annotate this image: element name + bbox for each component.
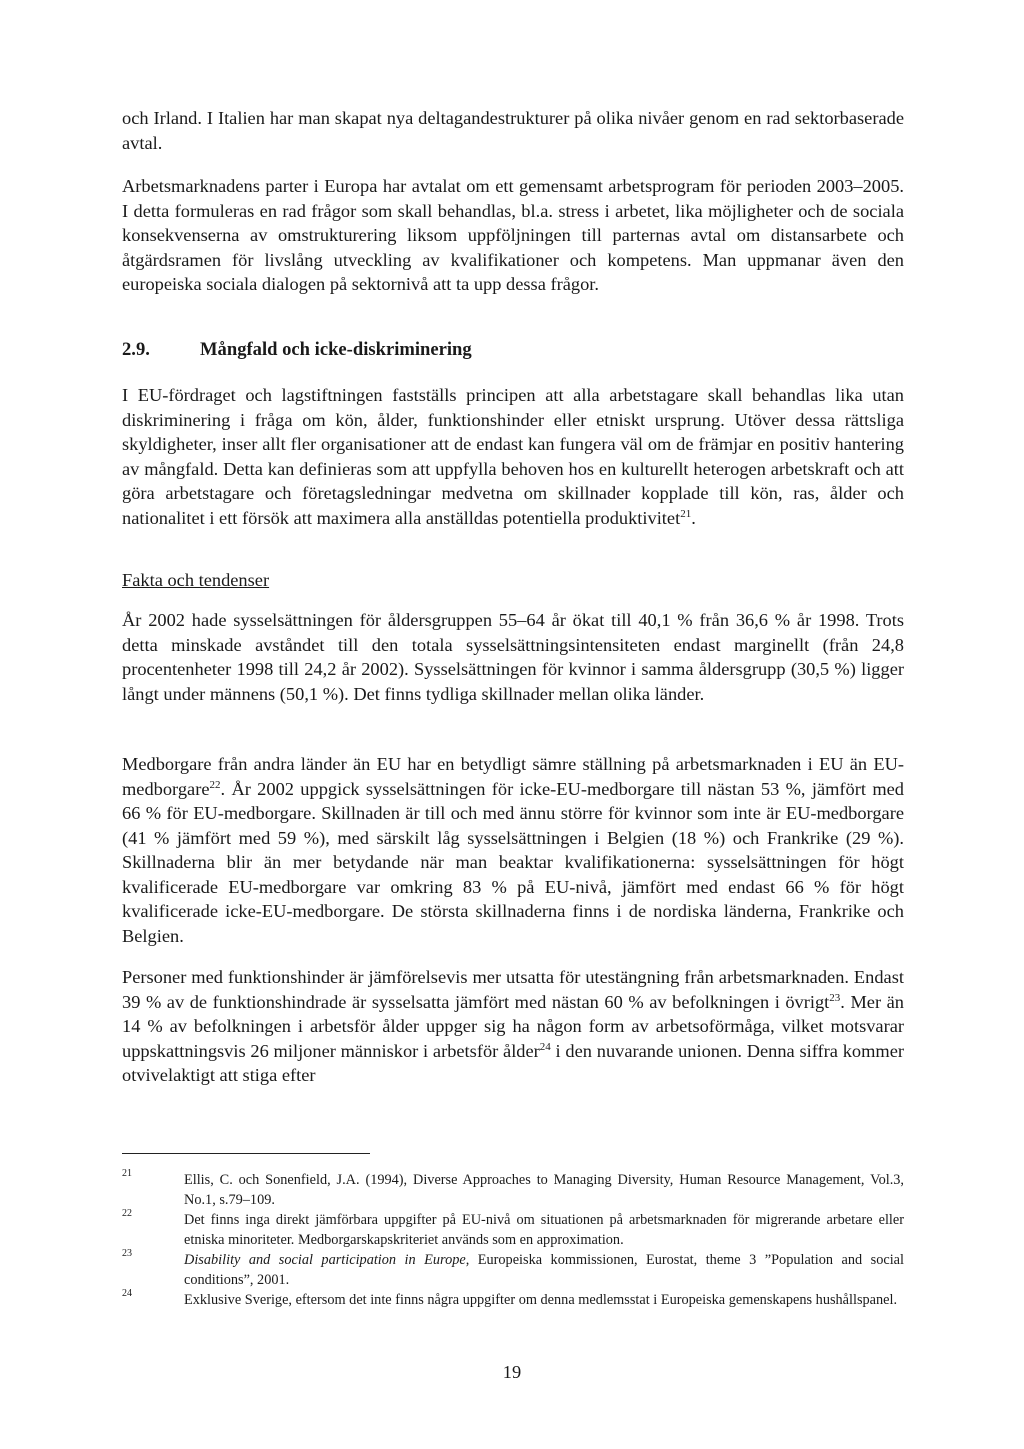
section-number: 2.9. xyxy=(122,339,150,360)
footnote-title-italic: Disability and social participation in Europe xyxy=(184,1252,466,1268)
paragraph-text: År 2002 hade sysselsättningen för åldersgruppen 55–64 år ökat till 40,1 % från 36,6 % år 1998. Trots detta minskade avståndet till den totala sysselsättningsintensiteten endast marginellt (från 24,8 procentenheter 1998 till 24,2 år 2002). Sysselsättningen för kvinnor i samma åldersgrupp (30,5 %) ligger långt under männens (50,1 %). Det finns tydliga skillnader mellan olika länder. xyxy=(122,610,904,704)
footnote-divider xyxy=(122,1153,370,1154)
footnote-text: Exklusive Sverige, eftersom det inte finns några uppgifter om denna medlemsstat i Europeiska gemenskapens hushållspanel. xyxy=(184,1292,898,1308)
footnote-ref-22[interactable]: 22 xyxy=(209,778,221,791)
footnotes xyxy=(122,1170,904,1310)
paragraph-social-dialogue xyxy=(122,174,904,297)
paragraph-body: I EU-fördraget och lagstiftningen fastställs principen att alla arbetstagare skall behandlas lika utan diskriminering i fråga om kön, ålder, funktionshinder eller etniskt ursprung. Utöver dessa rättsliga skyldigheter, inser allt fler organisationer att de endast kan fungera väl om de främjar en positiv hantering av mångfald. Detta kan definieras som att uppfylla behoven hos en kulturellt heterogen arbetskraft och att göra arbetstagare och företagsledningar medvetna om skillnader kopplade till kön, ras, ålder och nationalitet i ett försök att maximera alla anställdas potentiella produktivitet xyxy=(122,385,904,528)
footnote-24 xyxy=(122,1290,904,1310)
footnote-number: 23 xyxy=(122,1248,132,1259)
footnote-number: 21 xyxy=(122,1168,132,1179)
paragraph-disability xyxy=(122,965,904,1088)
paragraph-text xyxy=(122,965,904,1088)
paragraph-end: . xyxy=(691,507,696,528)
paragraph-employment-age xyxy=(122,608,904,706)
paragraph-body: Personer med funktionshinder är jämförelsevis mer utsatta för utestängning från arbetsmarknaden. Endast 39 % av de funktionshindrade är sysselsatta jämfört med nästan 60 % av befolkningen i övrigt xyxy=(122,967,904,1012)
paragraph-body: Medborgare från andra länder än EU har en betydligt sämre ställning på arbetsmarknaden i EU än EU-medborgare xyxy=(122,754,904,799)
footnote-22 xyxy=(122,1210,904,1250)
paragraph-non-eu-citizens xyxy=(122,752,904,948)
footnote-number: 22 xyxy=(122,1208,132,1219)
subheading: Fakta och tendenser xyxy=(122,570,270,590)
footnote-ref-24[interactable]: 24 xyxy=(539,1040,551,1053)
paragraph-body-continued: . Mer än 14 % av befolkningen i arbetsför ålder uppger sig ha någon form av arbetsoförmåga, vilket motsvarar uppskattningsvis 26 miljoner människor i arbetsför ålder xyxy=(122,991,904,1061)
paragraph-continuation xyxy=(122,106,904,155)
paragraph-body-continued: . År 2002 uppgick sysselsättningen för icke-EU-medborgare till nästan 53 %, jämfört med 66 % för EU-medborgare. Skillnaden är till och med ännu större för kvinnor som inte är EU-medborgare (41 % jämfört med 59 %), med särskilt låg sysselsättningen i Belgien (18 %) och Frankrike (29 %). Skillnaderna blir än mer betydande när man beaktar kvalifikationerna: sysselsättningen för högt kvalificerade EU-medborgare var omkring 83 % på EU-nivå, jämfört med endast 66 % för högt kvalificerade icke-EU-medborgare. De största skillnaderna finns i de nordiska länderna, Frankrike och Belgien. xyxy=(122,778,904,946)
section-heading xyxy=(122,338,472,362)
paragraph-text xyxy=(122,752,904,948)
paragraph-text: Arbetsmarknadens parter i Europa har avtalat om ett gemensamt arbetsprogram för perioden 2003–2005. I detta formuleras en rad frågor som skall behandlas, bl.a. stress i arbetet, lika möjligheter och de sociala konsekvenserna av omstrukturering liksom uppföljningen till parternas avtal om distansarbete och åtgärdsramen för livslång utveckling av kvalifikationer och kompetens. Man uppmanar även den europeiska sociala dialogen på sektornivå att ta upp dessa frågor. xyxy=(122,176,904,294)
footnote-text: Det finns inga direkt jämförbara uppgifter på EU-nivå om situationen på arbetsmarknaden för migrerande arbetare eller etniska minoriteter. Medborgarskapskriteriet används som en approximation. xyxy=(184,1212,904,1248)
page-number: 19 xyxy=(502,1362,522,1382)
footnote-23 xyxy=(122,1250,904,1290)
footnote-number: 24 xyxy=(122,1288,132,1299)
section-title: Mångfald och icke-diskriminering xyxy=(200,339,472,360)
footnote-21 xyxy=(122,1170,904,1210)
footnote-ref-23[interactable]: 23 xyxy=(829,991,841,1004)
footnote-ref-21[interactable]: 21 xyxy=(680,507,692,520)
paragraph-text xyxy=(122,383,904,530)
paragraph-text: och Irland. I Italien har man skapat nya deltagandestrukturer på olika nivåer genom en rad sektorbaserade avtal. xyxy=(122,108,904,153)
paragraph-eu-treaty xyxy=(122,383,904,530)
paragraph-body-end: i den nuvarande unionen. Denna siffra kommer otvivelaktigt att stiga efter xyxy=(122,1040,905,1085)
footnote-text: , Europeiska kommissionen, Eurostat, theme 3 ”Population and social conditions”, 2001. xyxy=(184,1252,904,1288)
footnote-text: Ellis, C. och Sonenfield, J.A. (1994), Diverse Approaches to Managing Diversity, Human Resource Management, Vol.3, No.1, s.79–109. xyxy=(184,1172,904,1208)
